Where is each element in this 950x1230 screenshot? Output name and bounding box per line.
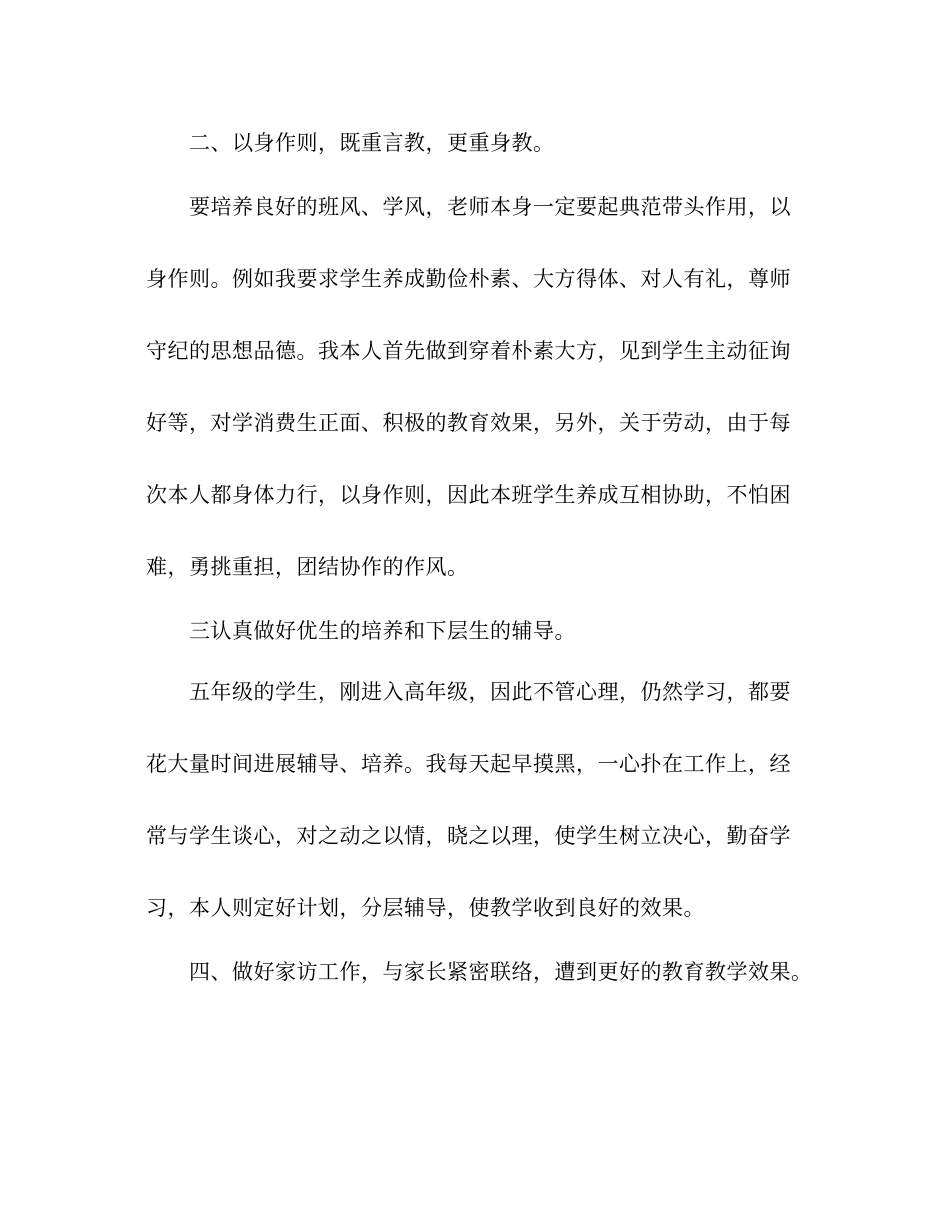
paragraph-line: 次本人都身体力行，以身作则，因此本班学生养成互相协助，不怕困 xyxy=(146,483,791,507)
paragraph-line: 身作则。例如我要求学生养成勤俭朴素、大方得体、对人有礼，尊师 xyxy=(146,267,791,291)
section-heading-3: 三认真做好优生的培养和下层生的辅导。 xyxy=(189,619,576,643)
paragraph-line: 要培养良好的班风、学风，老师本身一定要起典范带头作用，以 xyxy=(189,195,791,219)
paragraph-line: 守纪的思想品德。我本人首先做到穿着朴素大方，见到学生主动征询 xyxy=(146,339,791,363)
paragraph-line: 花大量时间进展辅导、培养。我每天起早摸黑，一心扑在工作上，经 xyxy=(146,752,791,776)
paragraph-line: 常与学生谈心，对之动之以情，晓之以理，使学生树立决心，勤奋学 xyxy=(146,824,791,848)
section-heading-2: 二、以身作则，既重言教，更重身教。 xyxy=(189,131,555,155)
section-heading-4: 四、做好家访工作，与家长紧密联络，遭到更好的教育教学效果。 xyxy=(189,960,813,984)
paragraph-line: 五年级的学生，刚进入高年级，因此不管心理，仍然学习，都要 xyxy=(189,680,791,704)
paragraph-line: 好等，对学消费生正面、积极的教育效果，另外，关于劳动，由于每 xyxy=(146,411,791,435)
paragraph-line: 难，勇挑重担，团结协作的作风。 xyxy=(146,555,469,579)
paragraph-line: 习，本人则定好计划，分层辅导，使教学收到良好的效果。 xyxy=(146,896,705,920)
